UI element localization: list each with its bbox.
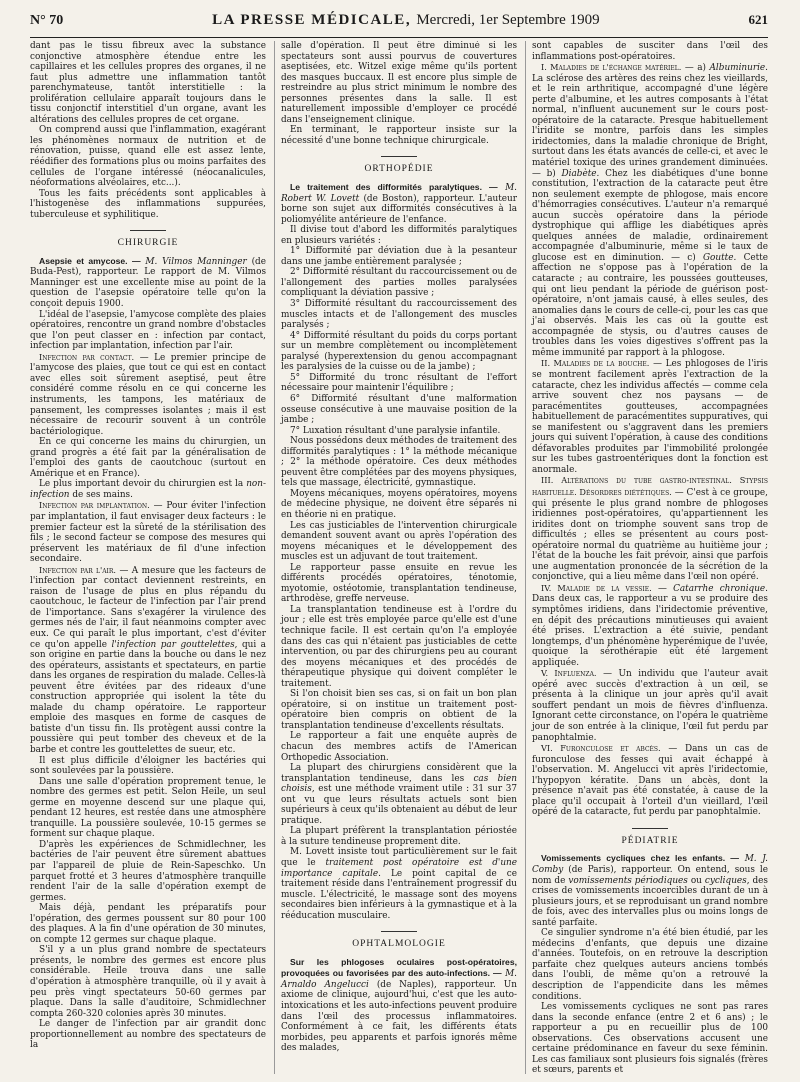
emphasis: traitement post opératoire est d'une importance capitale <box>281 858 517 879</box>
article-lead-text: (de Buda-Pest), rapporteur. Le rapport de M. Vilmos Manninger est une excellente mise au point de la question de l'asepsie opératoire telle qu'on la conçoit depuis 1900. <box>30 256 266 310</box>
emphasis: Diabète. <box>561 168 600 179</box>
paragraph-text: M. Lovett insiste tout particulièrement sur le fait que le <box>281 847 517 869</box>
subheading: Infection par contact. <box>39 351 135 362</box>
paragraph-text: — A mesure que les facteurs de l'infection par contact deviennent restreints, en raison de l'usage de plus en plus répandu du caoutchouc, le facteur de l'infection par l'air prend de l'importance. Sans s'exagérer la virulence des germes nés de l'air, il faut néanmoins compter avec eux. Ce qui paraît le plus important, c'est d'éviter ce qu'on appelle <box>30 565 266 650</box>
paragraph: La transplantation tendineuse est à l'ordre du jour ; elle est très employée parce qu'elle est d'une technique facile. Il est certain qu'on l'a employée dans des cas qui n'étaient pas justiciables de cette intervention, ou par des chirurgiens peu au courant des moyens mécaniques et des procédés de thérapeutique physique qui doivent compléter le traitement. <box>281 604 517 689</box>
paragraph-text: , qui a son origine en partie dans la bouche ou dans le nez des opérateurs, assistants et spectateurs, en partie dans les organes de respiration du malade. Celles-là peuvent être évitées par des rideaux d'une construction appropriée qui isolent la tête du malade du champ opératoire. Le rapporteur emploie des masques en forme de casques de batiste d'un tissu fin. Ils protègent aussi contre la poussière qui peut tomber des cheveux et de la barbe et contre les gouttelettes de sueur, etc. <box>30 639 266 755</box>
paragraph-text: b) <box>546 168 556 179</box>
paragraph: Il divise tout d'abord les difformités paralytiques en plusieurs variétés : <box>281 225 517 246</box>
subheading: III. Altérations du tube gastro-intestinal. Stypsis habituelle. Désordres diététiques. <box>532 475 768 497</box>
journal-name: LA PRESSE MÉDICALE, <box>212 12 412 28</box>
paragraph-text: — <box>657 583 667 594</box>
emphasis: vomissements périodiques <box>568 875 688 886</box>
paragraph: Ce singulier syndrome n'a été bien étudié, par les médecins d'enfants, que depuis une dizaine d'années. Toutefois, on en retrouve la description parfaite chez quelques auteurs anciens tombés dans l'oubli, de même qu'on a retrouvé la description de l'appendicite dans les mêmes conditions. <box>532 928 768 1002</box>
paragraph-text: — Dans un cas de furonculose des fesses qui avait échappé à l'observation. M. Angelucci vit après l'iridectomie, l'hypopyon kératite. Dans un abcès, dont la présence n'avait pas été constatée, à cause de la place qu'il occupait à l'orteil d'un vieillard, l'œil opéré de la cataracte, fut perdu par panophtalmie. <box>532 744 768 818</box>
issue-date: Mercredi, 1er Septembre 1909 <box>416 12 600 28</box>
paragraph: Moyens mécaniques, moyens opératoires, moyens de médecine physique, ne doivent être séparés ni en théorie ni en pratique. <box>281 488 517 520</box>
column-3 <box>525 41 768 1074</box>
article-author: M. Arnaldo Angelucci <box>281 969 517 990</box>
paragraph: sont capables de susciter dans l'œil des inflammations post-opératoires. <box>532 41 768 62</box>
paragraph: Nous possédons deux méthodes de traitement des difformités paralytiques : 1° la méthode mécanique ; 2° la méthode opératoire. Ces deux méthodes peuvent être complétées par des moyens physiques, tels que massage, électricité, gymnastique. <box>281 436 517 489</box>
article-title: Le traitement des difformités paralytiques. — <box>290 182 498 193</box>
paragraph <box>281 763 517 826</box>
paragraph-text: — a) <box>684 63 707 74</box>
paragraph <box>532 62 768 358</box>
paragraph-text: Le plus important devoir du chirurgien est la <box>39 479 244 490</box>
paragraph <box>281 847 517 921</box>
article-author: M. Robert W. Lovett <box>281 183 517 204</box>
paragraph-text: Chez les diabétiques d'une bonne constitution, l'extraction de la cataracte peut être non seulement exempte de phlogose, mais encore d'hémorragies consécutives. L'auteur n'a remarqué aucun succès opératoire dans la période dystrophique qui afflige les diabétiques après quelques années de maladie, ordinairement accompagnée d'albuminurie, même si le taux de glucose est en diminution. — <box>532 168 768 263</box>
emphasis: Catarrhe chronique. <box>673 583 768 594</box>
subheading: V. Influenza. <box>541 668 597 679</box>
page-header <box>30 12 768 38</box>
paragraph: Tous les faits précédents sont applicables à l'histogenèse des inflammations suppurées, tuberculeuse et syphilitique. <box>30 188 266 220</box>
paragraph: salle d'opération. Il peut être diminué si les spectateurs sont aussi pourvus de couvertures aseptisées, etc. Witzel exige même qu'ils portent des masques buccaux. Il est encore plus simple de restreindre au plus strict minimum le nombre des personnes présentes dans la salle. Il est naturellement impossible d'employer ce procédé dans l'enseignement clinique. <box>281 41 517 125</box>
article-lead-text: (de Paris), rapporteur. On entend, sous le nom de <box>532 865 768 886</box>
article-lead <box>30 256 266 310</box>
article-author: M. Vilmos Manninger <box>145 256 247 267</box>
list-item: 7° Luxation résultant d'une paralysie infantile. <box>290 425 501 436</box>
paragraph <box>30 352 266 437</box>
column-2 <box>274 41 517 1074</box>
subheading: Infection par implantation. <box>39 500 150 511</box>
paragraph-text: — Pour éviter l'infection par implantation, il faut envisager deux facteurs : le premier facteur est la sûreté de la stérilisation des fils ; le second facteur se compose des mesures qui préservent les matériaux de fil d'une infection secondaire. <box>30 501 266 565</box>
paragraph: La plupart préfèrent la transplantation périostée à la suture tendineuse proprement dite. <box>281 826 517 847</box>
journal-title <box>212 12 600 29</box>
paragraph-text: La plupart des chirurgiens considèrent que la transplantation tendineuse, dans les <box>281 763 517 784</box>
paragraph: S'il y a un plus grand nombre de spectateurs présents, le nombre des germes est encore plus considérable. Heile trouva dans une salle d'opération à atmosphère tranquille, où il y avait à peu près vingt spectateurs 50-60 germes par plaque. Dans la salle d'auditoire, Schmidlechner compta 260-320 colonies après 30 minutes. <box>30 945 266 1019</box>
paragraph-text: de ses mains. <box>72 489 133 500</box>
paragraph: D'après les expériences de Schmidlechner, les bactéries de l'air peuvent être sûrement abattues par l'appareil de pluie de Rein-Sapeschko. Un parquet frotté et 3 heures d'atmosphère tranquille rendent l'air de la salle d'opération exempt de germes. <box>30 839 266 903</box>
emphasis: non-infection <box>30 479 266 500</box>
paragraph-text: — Les phlogoses de l'iris se montrent facilement après l'extraction de la cataracte, chez les individus affectés — comme cela arrive souvent chez nos paysans — de paracémentites goutteuses, accompagnées habituellement de paracémentites suppuratives, qui se manifestent ou s'aggravent dans les premiers jours qui suivent l'opération, à cause des conditions défavorables produites par l'immobilité prolongée sur les tubes gastroentériques dont la fonction est anormale. <box>532 359 768 475</box>
paragraph: Le rapporteur passe ensuite en revue les différents procédés opératoires, ténotomie, myotomie, ostéotomie, transplantation tendineuse, arthrodèse, greffe nerveuse. <box>281 562 517 605</box>
paragraph: Le danger de l'infection par air grandit donc proportionnellement au nombre des spectateurs de la <box>30 1019 266 1051</box>
paragraph-text: , est une méthode vraiment utile : 31 sur 37 ont vu que leurs résultats actuels sont bien supérieurs à ceux qu'ils obtenaient au début de leur pratique. <box>281 784 517 826</box>
section-heading-pediatrie: PÉDIATRIE <box>532 828 768 847</box>
section-heading-chirurgie: CHIRURGIE <box>30 230 266 249</box>
subheading: Infection par l'air. <box>39 564 117 575</box>
emphasis: cas bien choisis <box>281 773 517 795</box>
paragraph: Dans une salle d'opération proprement tenue, le nombre des germes est petit. Selon Heile, un seul germe en moyenne descend sur une plaque qui, pendant 12 heures, est restée dans une atmosphère tranquille. La poussière soulevée, 10-15 germes se forment sur chaque plaque. <box>30 776 266 840</box>
paragraph <box>532 668 768 743</box>
article-lead <box>532 853 768 928</box>
emphasis: Albuminurie. <box>709 63 768 74</box>
paragraph: dant pas le tissu fibreux avec la substance conjonctive atmosphère étendue entre les capillaires et les cellules propres des organes, il ne faut plus admettre une inflammation tantôt parenchymateuse, tantôt interstitielle : la prolifération cellulaire apparaît toujours dans le tissu conjonctif interstitiel d'un organe, avant les altérations des cellules propres de cet organe. <box>30 41 266 125</box>
paragraph: Si l'on choisit bien ses cas, si on fait un bon plan opératoire, si on institue un traitement post-opératoire bien compris on obtient de la transplantation tendineuse d'excellents résultats. <box>281 689 517 731</box>
paragraph <box>532 475 768 582</box>
article-title: Asepsie et amycose. — <box>39 255 141 266</box>
paragraph: Mais déjà, pendant les préparatifs pour l'opération, des germes poussent sur 80 pour 100 des plaques. A la fin d'une opération de 30 minutes, on compte 12 germes sur chaque plaque. <box>30 903 266 945</box>
article-lead <box>281 957 517 1054</box>
paragraph-text: — Un individu que l'auteur avait opéré avec succès d'extraction à un œil, se présenta à la clinique un jour après qu'il avait souffert pendant un mois de fièvres d'influenza. Ignorant cette circonstance, on l'opéra le quatrième jour de son entrée à la clinique, l'œil fut perdu par panophtalmie. <box>532 669 768 743</box>
emphasis: Goutte. <box>702 252 737 263</box>
article-title: Vomissements cycliques chez les enfants. — <box>541 853 740 864</box>
subheading: VI. Furonculose et abcès. <box>541 743 661 754</box>
paragraph-text: ou <box>690 875 702 886</box>
paragraph-text: La sclérose des artères des reins chez les vieillards, et le rein arthritique, accompagné d'une légère perte d'albumine, et les autres composants à l'état normal, n'influent aucunement sur le cours post-opératoire de la cataracte. Presque habituellement l'iridite se montre, parfois dans les simples iridectomies, dans la maladie chronique de Bright, surtout dans les états avancés de celle-ci, et avec le matériel toxique des urines grandement diminuées. — <box>532 73 768 179</box>
emphasis: cycliques <box>704 875 747 886</box>
paragraph <box>532 743 768 818</box>
list-item: 2° Difformité résultant du raccourcissement ou de l'allongement des parties molles paralysées compliquant la déviation passive ; <box>281 267 517 299</box>
list-item: 4° Difformité résultant du poids du corps portant sur un membre complètement ou incomplètement paralysé (hyperextension du genou accompagnant les paralysies de la cuisse ou de la jambe) ; <box>281 330 517 373</box>
paragraph-text: — Le premier principe de l'amycose des plaies, que tout ce qui est en contact avec elles soit sûrement aseptisé, peut être considéré comme résolu en ce qui concerne les instruments, les tampons, les matériaux de pansement, les compresses isolantes ; mais il est nécessaire de recourir souvent à un contrôle bactériologique. <box>30 352 266 437</box>
emphasis: l'infection par gouttelettes <box>111 639 235 650</box>
subheading: II. Maladies de la bouche. <box>541 358 650 369</box>
paragraph-text: , des crises de vomissements incoercibles durant de un à plusieurs jours, et se reproduisant un grand nombre de fois, avec des intervalles plus ou moins longs de santé parfaite. <box>532 875 768 928</box>
paragraph: On comprend aussi que l'inflammation, exagérant les phénomènes normaux de nutrition et de rénovation, puisse, quand elle est assez lente, réédifier des formations plus ou moins parfaites des cellules de l'organe intéressé (néocanalicules, néoformations alvéolaires, etc...). <box>30 125 266 189</box>
paragraph: En ce qui concerne les mains du chirurgien, un grand progrès a été fait par la généralisation de l'emploi des gants de caoutchouc (surtout en Amérique et en France). <box>30 437 266 479</box>
paragraph <box>30 479 266 500</box>
paragraph-text: Dans deux cas, le rapporteur a vu se produire des symptômes iridiens, dans l'iridectomie préventive, en dépit des précautions minutieuses qui avaient été prises. L'extraction a été suivie, pendant longtemps, d'un phénomène hyperémique de l'uvée, quoique la sérothérapie eût été largement appliquée. <box>532 594 768 668</box>
paragraph-text: . Le point capital de ce traitement réside dans l'entraînement progressif du muscle. L'électricité, le massage sont des moyens secondaires bien inférieurs à la gymnastique et à la rééducation musculaire. <box>281 868 517 921</box>
article-author: M. J. Comby <box>532 854 768 876</box>
paragraph-text: — C'est à ce groupe, qui présente le plus grand nombre de phlogoses iridiennes post-opératoires, qu'appartiennent les iridites dont on triomphe souvent sans trop de difficultés ; elles se présentent au cours post-opératoire normal du quatrième au huitième jour ; l'état de la bouche les fait prévoir, ainsi que parfois une augmentation prononcée de la sécrétion de la conjonctive, qui a lieu même dans l'œil non opéré. <box>532 487 768 583</box>
paragraph: Les vomissements cycliques ne sont pas rares dans la seconde enfance (entre 2 et 6 ans) ; le rapporteur a pu en recueillir plus de 100 observations. Ces observations accusent une certaine prédominance en faveur du sexe féminin. Les cas familiaux sont plusieurs fois signalés (frères et sœurs, parents et <box>532 1002 768 1074</box>
list-item: 6° Difformité résultant d'une malformation osseuse consécutive à une mauvaise position de la jambe ; <box>281 393 517 426</box>
section-heading-orthopedie: ORTHOPÉDIE <box>281 156 517 175</box>
issue-number: N° 70 <box>30 13 64 28</box>
list-item: 1° Difformité par déviation due à la pesanteur dans une jambe entièrement paralysée ; <box>281 246 517 267</box>
paragraph: Les cas justiciables de l'intervention chirurgicale demandent souvent avant ou après l'opération des moyens mécaniques et le développement des muscles est un adjuvant de tout traitement. <box>281 520 517 563</box>
article-lead-text: (de Boston), rapporteur. L'auteur borne son sujet aux difformités consécutives à la poliomyélite antérieure de l'enfance. <box>281 193 517 225</box>
column-1 <box>30 41 266 1074</box>
article-lead <box>281 182 517 225</box>
list-item: 5° Difformité du tronc résultant de l'effort nécessaire pour maintenir l'équilibre ; <box>281 372 517 394</box>
article-lead-text: (de Naples), rapporteur. Un axiome de clinique, aujourd'hui, c'est que les auto-intoxications et les auto-infections peuvent produire dans l'œil des processus inflammatoires. Conformément à ce fait, les différents états morbides, peu apparents et parfois ignorés même des malades, <box>281 979 517 1054</box>
paragraph <box>30 500 266 564</box>
paragraph <box>30 565 266 756</box>
section-heading-ophtalmologie: OPHTALMOLOGIE <box>281 931 517 950</box>
paragraph: Il est plus difficile d'éloigner les bactéries qui sont soulevées par la poussière. <box>30 755 266 777</box>
paragraph <box>532 358 768 475</box>
list-item: 3° Difformité résultant du raccourcissement des muscles intacts et de l'allongement des muscles paralysés ; <box>281 299 517 331</box>
paragraph: L'idéal de l'asepsie, l'amycose complète des plaies opératoires, rencontre un grand nombre d'obstacles que l'on peut classer en : infection par contact, infection par implantation, infection par l'air. <box>30 309 266 352</box>
paragraph: Le rapporteur a fait une enquête auprès de chacun des membres actifs de l'American Orthopedic Association. <box>281 731 517 763</box>
paragraph: En terminant, le rapporteur insiste sur la nécessité d'une bonne technique chirurgicale. <box>281 125 517 146</box>
paragraph-text: Cette affection ne s'oppose pas à l'opération de la cataracte ; au contraire, les poussées goutteuses, qui ont lieu pendant la période de guérison post-opératoire, n'ont jamais causé, à elles seules, des anomalies dans le cours de celle-ci, pour les cas que j'ai observés. Mais les cas où la goutte est accompagnée de stysis, ou d'autres causes de troubles dans les voies digestives s'offrent pas la même immunité par rapport à la phlogose. <box>532 252 768 358</box>
paragraph <box>532 583 768 668</box>
article-title: Sur les phlogoses oculaires post-opératoires, provoquées ou favorisées par des auto-infections. — <box>281 956 517 979</box>
subheading: I. Maladies de l'échange matériel. <box>541 62 682 73</box>
page-number: 621 <box>748 12 768 27</box>
paragraph-text: c) <box>687 252 696 263</box>
text-columns <box>30 41 768 1074</box>
subheading: IV. Maladie de la vessie. <box>541 582 652 593</box>
